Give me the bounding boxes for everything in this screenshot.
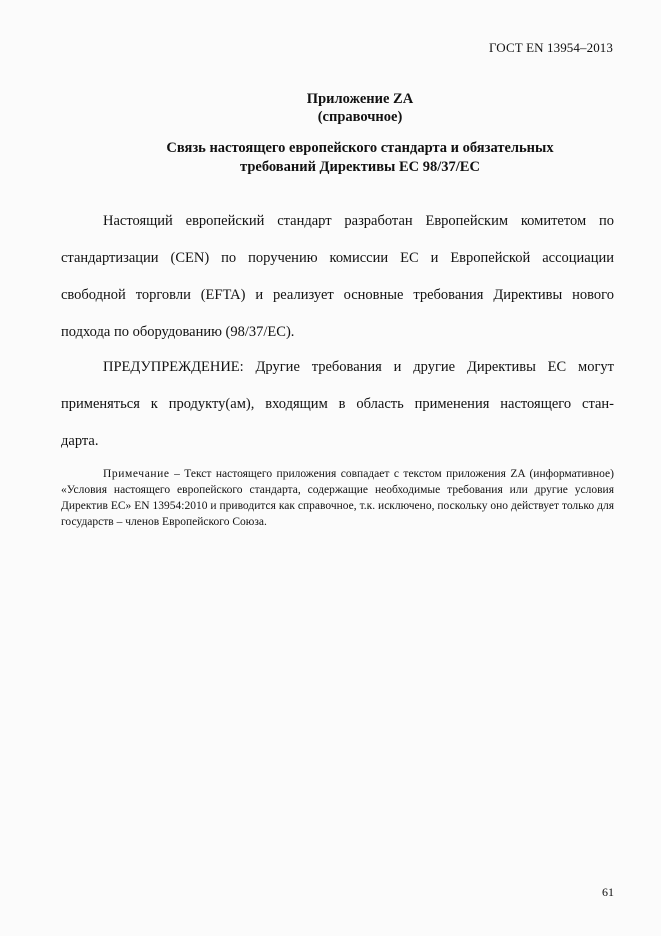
- note-text: – Текст настоящего приложения совпадает с текстом приложения ZA (информативное) «Условия настоящего европейского стандарта, содержащие необходимые требования или другие условия Директив ЕС» EN 13954:2010 и приводится как справочное, т.к. исключено, поскольку оно действует только для государств – членов Европейского Союза.: [61, 468, 614, 528]
- paragraph-warning: [61, 349, 614, 460]
- paragraph-line: ПРЕДУПРЕЖДЕНИЕ: Другие требования и другие Директивы ЕС могут: [103, 359, 614, 375]
- document-code: ГОСТ EN 13954–2013: [489, 40, 613, 55]
- paragraph-line: дарта.: [61, 433, 99, 449]
- annex-title: Приложение ZA: [306, 91, 414, 107]
- paragraph-line: Настоящий европейский стандарт разработан Европейским комитетом по: [103, 213, 614, 229]
- paragraph-line: стандартизации (CEN) по поручению комиссии ЕС и Европейской ассоциации: [61, 250, 614, 266]
- note-label: Примечание: [103, 468, 170, 480]
- paragraph-scope: [61, 203, 614, 351]
- annex-heading-line: требований Директивы ЕС 98/37/ЕС: [240, 159, 480, 175]
- annex-subtitle: (справочное): [317, 109, 403, 125]
- annex-heading-line: Связь настоящего европейского стандарта и обязательных: [166, 140, 554, 156]
- paragraph-line: подхода по оборудованию (98/37/ЕС).: [61, 324, 295, 340]
- note: [61, 466, 614, 530]
- paragraph-line: свободной торговли (EFTA) и реализует основные требования Директивы нового: [61, 287, 614, 303]
- annex-heading: [100, 139, 620, 177]
- paragraph-line: применяться к продукту(ам), входящим в область применения настоящего стан-: [61, 396, 614, 412]
- page-number: 61: [602, 885, 614, 899]
